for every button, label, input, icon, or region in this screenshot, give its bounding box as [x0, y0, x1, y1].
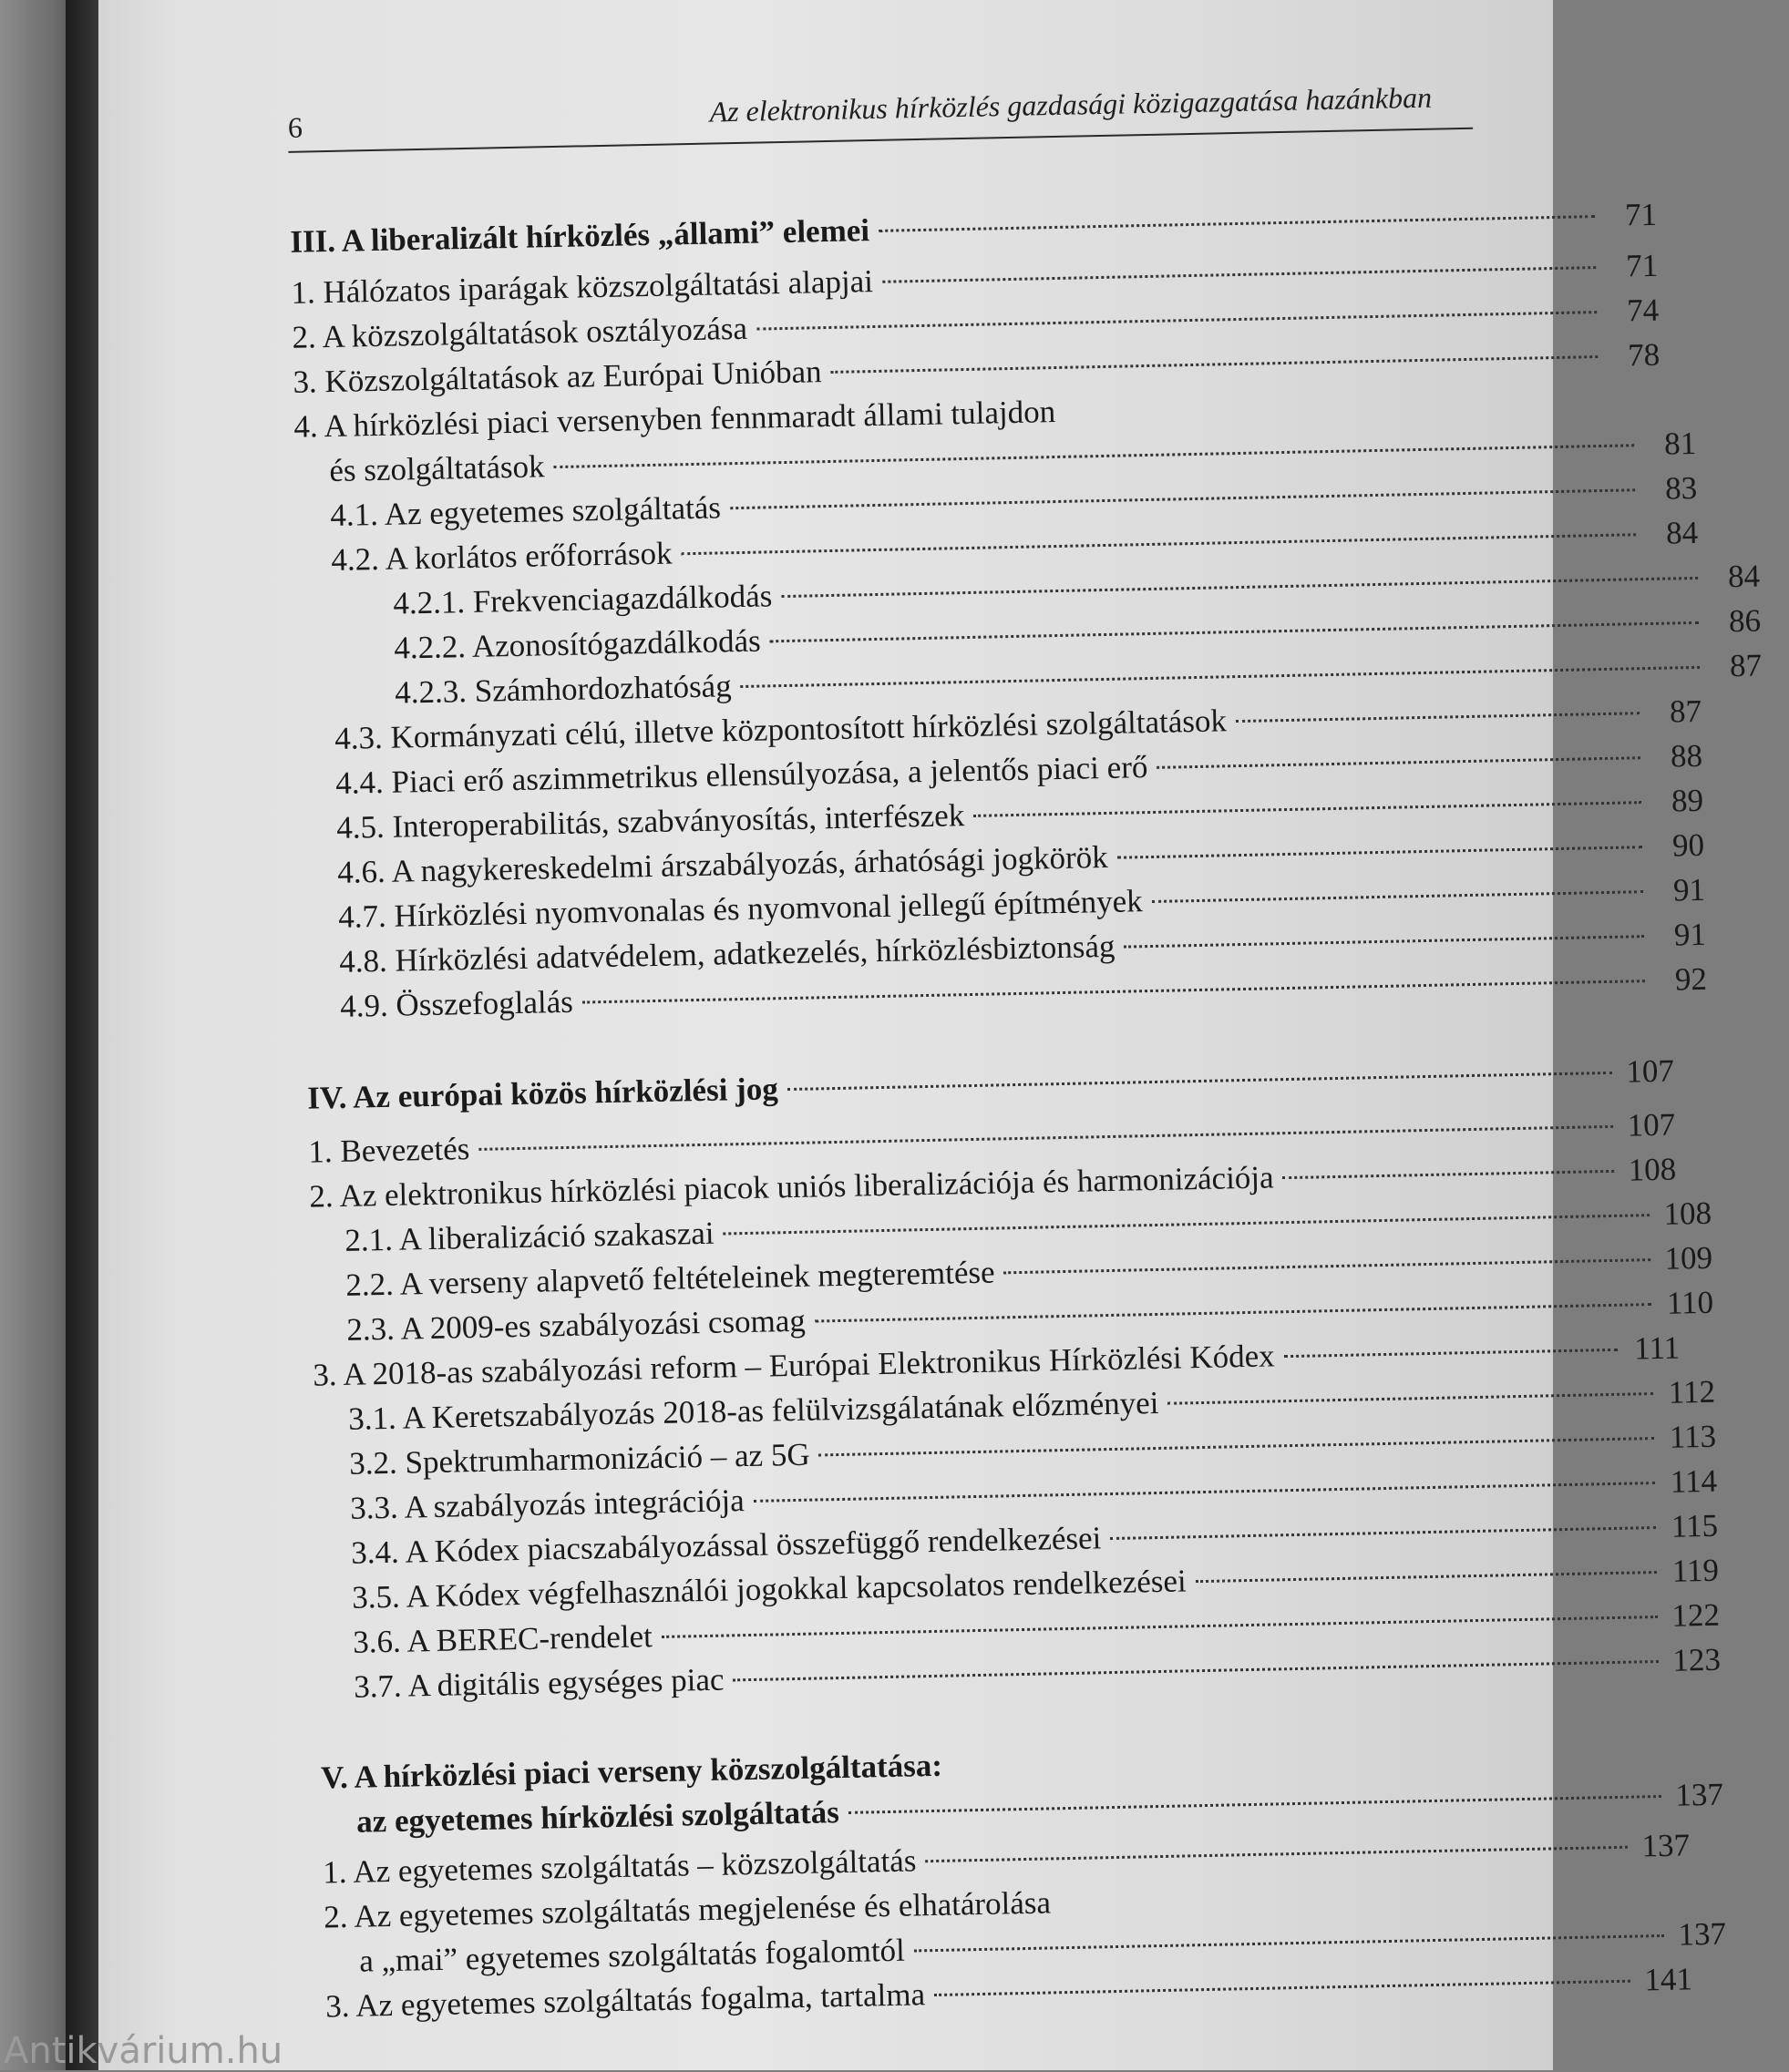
toc-entry-page: 90 [1671, 826, 1705, 864]
toc-leader [554, 444, 1635, 468]
toc-leader [662, 1616, 1658, 1638]
toc-entry-page: 137 [1641, 1827, 1691, 1864]
toc-entry [120, 1053, 1674, 1121]
toc-entry-page: 114 [1670, 1462, 1718, 1500]
toc-leader [478, 1125, 1613, 1151]
toc-leader [730, 488, 1635, 509]
toc-entry-page: 107 [1627, 1106, 1676, 1144]
toc-entry-page: 137 [1678, 1915, 1727, 1953]
toc-entry-label: 3.6. A BEREC-rendelet [352, 1618, 653, 1660]
toc-entry-label: 4.2.1. Frekvenciagazdálkodás [392, 578, 773, 621]
toc-entry-label: 3.3. A szabályozás integrációja [349, 1482, 745, 1526]
toc-entry-label: 4.5. Interoperabilitás, szabványosítás, interfészek [335, 797, 965, 846]
toc-entry-page [1051, 1912, 1104, 1913]
toc-entry-page: 112 [1668, 1373, 1716, 1410]
book-page [98, 0, 1763, 2070]
toc-entry-label: 4.2.2. Azonosítógazdálkodás [393, 622, 762, 666]
toc-entry-label: 4.3. Kormányzati célú, illetve központosított hírközlési szolgáltatások [334, 703, 1228, 756]
toc-leader [1124, 935, 1644, 948]
toc-entry-label: 3. Az egyetemes szolgáltatás fogalma, tartalma [324, 1976, 926, 2025]
toc-leader [770, 621, 1699, 642]
toc-entry-page: 108 [1663, 1195, 1712, 1232]
toc-entry-page: 81 [1663, 425, 1697, 462]
toc-entry-label: V. A hírközlési piaci verseny közszolgáltatása: [320, 1747, 943, 1796]
toc-entry-page: 86 [1728, 602, 1762, 640]
toc-entry-page: 109 [1664, 1239, 1713, 1277]
toc-leader [1157, 756, 1640, 769]
toc-entry-label: 4. A hírközlési piaci versenyben fennmaradt állami tulajdon [293, 394, 1056, 445]
toc-entry-label: 3.4. A Kódex piacszabályozással összefüggő rendelkezései [350, 1520, 1102, 1571]
toc-entry-label: a „mai” egyetemes szolgáltatás fogalomtól [358, 1932, 906, 1979]
toc-entry-label: IV. Az európai közös hírközlési jog [306, 1071, 779, 1116]
toc-entry-page: 107 [1626, 1052, 1675, 1090]
toc-leader [879, 215, 1595, 232]
toc-leader [733, 1660, 1659, 1681]
toc-entry-label: 4.6. A nagykereskedelmi árszabályozás, árhatósági jogkörök [336, 838, 1109, 890]
toc-leader [1167, 1392, 1653, 1405]
toc-entry-label: 1. Az egyetemes szolgáltatás – közszolgáltatás [322, 1842, 917, 1891]
toc-entry-label: 2.3. A 2009-es szabályozási csomag [345, 1302, 807, 1348]
toc-entry-label: 2. Az egyetemes szolgáltatás megjelenése és elhatárolása [323, 1884, 1052, 1935]
toc-leader [973, 801, 1641, 817]
toc-entry-page: 84 [1727, 558, 1761, 595]
toc-leader [787, 1072, 1612, 1091]
toc-entry-page: 113 [1669, 1418, 1717, 1455]
toc-entry-label: 4.8. Hírközlési adatvédelem, adatkezelés, hírközlésbiztonság [338, 928, 1116, 980]
background-left [0, 0, 73, 2070]
toc-leader [1004, 1258, 1651, 1274]
toc-entry-page: 83 [1664, 469, 1698, 507]
toc-entry-page: 87 [1669, 692, 1702, 730]
toc-entry-page: 115 [1671, 1507, 1719, 1544]
running-header-title: Az elektronikus hírközlés gazdasági közigazgatása hazánkban [709, 80, 1433, 128]
toc-entry-page: 141 [1644, 1961, 1693, 1998]
page-content [98, 0, 1763, 2070]
toc-entry-label: 4.9. Összefoglalás [339, 983, 574, 1024]
toc-leader [815, 1303, 1651, 1322]
toc-entry-label: 4.7. Hírközlési nyomvonalas és nyomvonal jellegű építmények [337, 883, 1144, 935]
toc-entry-label: 2. Az elektronikus hírközlési piacok uniós liberalizációja és harmonizációja [309, 1159, 1274, 1215]
toc-entry-page: 91 [1672, 871, 1706, 908]
toc-entry-label: az egyetemes hírközlési szolgáltatás [355, 1794, 840, 1840]
header-rule [288, 128, 1473, 153]
toc-entry-page: 123 [1672, 1641, 1722, 1678]
toc-entry-page: 88 [1670, 737, 1703, 774]
toc-leader [819, 1437, 1654, 1456]
toc-entry-label: 3.5. A Kódex végfelhasználói jogokkal kapcsolatos rendelkezései [351, 1563, 1188, 1616]
toc-entry-page: 78 [1627, 336, 1660, 374]
toc-leader [724, 1214, 1650, 1235]
toc-entry-page: 108 [1628, 1151, 1677, 1188]
toc-leader [934, 1980, 1630, 1996]
toc-leader [882, 266, 1596, 283]
toc-entry-page: 84 [1665, 514, 1699, 551]
toc-entry-label: 2. A közszolgáltatások osztályozása [292, 310, 748, 355]
toc-entry-label: 2.1. A liberalizáció szakaszai [344, 1215, 715, 1258]
toc-entry-label: 3. A 2018-as szabályozási reform – Európai Elektronikus Hírközlési Kódex [312, 1338, 1276, 1393]
toc-entry-label: 4.2.3. Számhordozhatóság [394, 668, 733, 711]
toc-entry-page: 92 [1674, 960, 1708, 998]
toc-entry-page [1055, 421, 1108, 422]
toc-entry-label: 1. Hálózatos iparágak közszolgáltatási alapjai [291, 263, 874, 311]
page-number: 6 [287, 110, 303, 144]
toc-entry-label: 1. Bevezetés [308, 1131, 470, 1170]
toc-entry-page: 74 [1626, 292, 1660, 329]
toc-entry-label: 2.2. A verseny alapvető feltételeinek megteremtése [344, 1254, 995, 1303]
toc-leader [1283, 1170, 1615, 1179]
toc-entry-label: 3.1. A Keretszabályozás 2018-as felülvizsgálatának előzményei [347, 1384, 1159, 1437]
toc-entry-page: 119 [1671, 1552, 1720, 1589]
toc-entry-page: 110 [1666, 1284, 1714, 1321]
toc-entry-page: 87 [1729, 647, 1763, 684]
toc-entry-page: 111 [1633, 1329, 1681, 1367]
toc-leader [1284, 1349, 1618, 1358]
toc-entry-label: 3. Közszolgáltatások az Európai Unióban [293, 354, 822, 400]
toc-leader [925, 1846, 1628, 1862]
toc-leader [1152, 890, 1643, 903]
toc-entry-page: 71 [1624, 196, 1658, 233]
toc-leader [756, 311, 1597, 331]
toc-leader [1196, 1571, 1657, 1583]
toc-leader [831, 355, 1599, 374]
toc-leader [781, 577, 1698, 598]
toc-entry-page: 122 [1671, 1596, 1721, 1634]
toc-leader [741, 666, 1700, 688]
toc-entry-page: 71 [1625, 247, 1659, 284]
toc-entry-label: 4.1. Az egyetemes szolgáltatás [330, 489, 722, 534]
watermark-logo: Antikvárium.hu [4, 2030, 283, 2072]
toc-entry-label: 3.7. A digitális egységes piac [353, 1661, 725, 1705]
toc-entry-label: 4.4. Piaci erő aszimmetrikus ellensúlyozása, a jelentős piaci erő [334, 749, 1148, 801]
page-shadow-edge [66, 0, 100, 2070]
toc-entry-page: 89 [1671, 782, 1704, 819]
toc-leader [582, 980, 1645, 1003]
toc-leader [1236, 712, 1640, 723]
toc-leader [848, 1795, 1661, 1814]
toc-entry-label: és szolgáltatások [329, 448, 545, 489]
toc-entry-page [942, 1775, 995, 1776]
toc-entry-label: 3.2. Spektrumharmonizáció – az 5G [348, 1436, 811, 1482]
toc-entry-label: III. A liberalizált hírközlés „állami” elemei [289, 212, 870, 260]
toc-leader [914, 1934, 1664, 1953]
toc-leader [682, 533, 1637, 555]
toc-leader [754, 1482, 1655, 1503]
toc-entry-label: 4.2. A korlátos erőforrások [330, 535, 673, 578]
toc-entry-page: 91 [1673, 916, 1707, 953]
toc-leader [1110, 1526, 1656, 1540]
toc-entry-page: 137 [1674, 1776, 1724, 1813]
toc-leader [1117, 846, 1642, 859]
